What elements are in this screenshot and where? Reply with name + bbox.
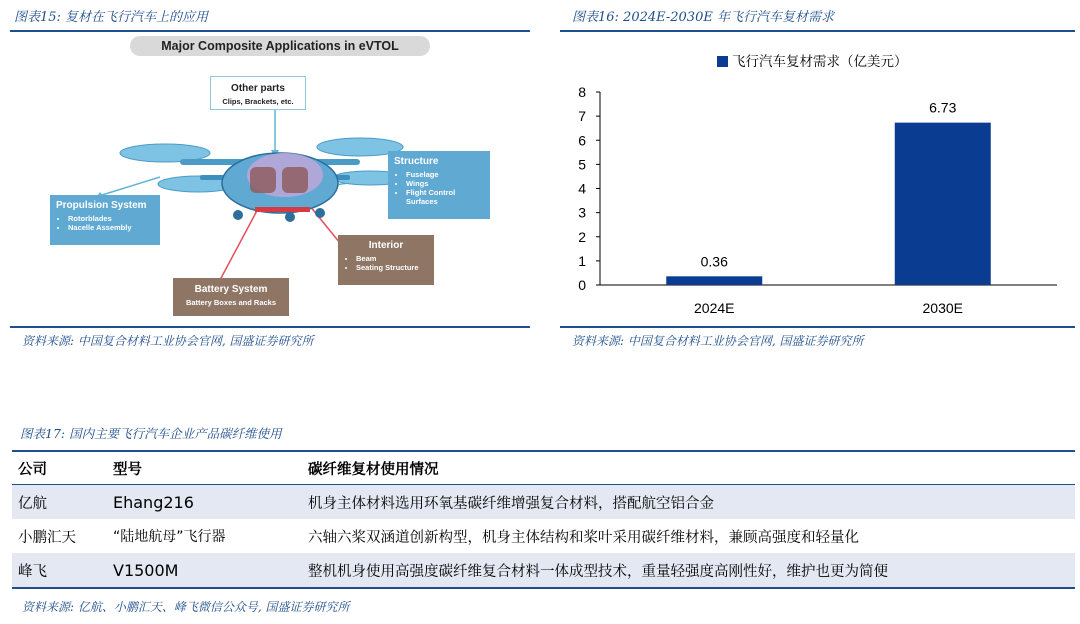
other-parts-subtitle: Clips, Brackets, etc. [222,97,294,106]
bar [895,123,991,285]
cell-company: 小鹏汇天 [18,529,76,546]
battery-title: Battery System [194,284,268,295]
x-tick-label: 2024E [694,300,735,316]
arrow-propulsion [102,177,160,195]
header-usage: 碳纤维复材使用情况 [308,451,1075,485]
structure-title: Structure [394,156,439,167]
cell-usage: 机身主体材料选用环氧基碳纤维增强复合材料，搭配航空铝合金 [308,485,1075,520]
y-tick-label: 4 [578,180,586,197]
header-company: 公司 [12,451,113,485]
bar [666,276,762,285]
legend-label: 飞行汽车复材需求（亿美元） [732,54,908,70]
diagram-header: Major Composite Applications in eVTOL [130,36,430,56]
table-row [12,485,1075,520]
figure-15-rule [10,30,530,32]
y-tick-label: 8 [578,84,586,100]
figure-15-source: 资料来源: 中国复合材料工业协会官网, 国盛证券研究所 [22,334,314,348]
x-tick-label: 2030E [922,300,963,316]
data-label: 0.36 [700,253,728,270]
cell-company: 峰飞 [12,553,113,588]
propulsion-title: Propulsion System [56,200,147,211]
y-tick-label: 1 [578,252,586,269]
interior-title: Interior [368,240,404,251]
header-model: 型号 [113,451,308,485]
interior-callout [338,235,434,285]
propulsion-item: • Nacelle Assembly [68,223,154,232]
structure-item: • Fuselage [406,170,484,179]
propulsion-callout [50,195,160,245]
figure-15-bottom-rule [10,326,530,328]
figure-17-source: 资料来源: 亿航、小鹏汇天、峰飞微信公众号, 国盛证券研究所 [22,600,350,614]
seat-left [250,167,276,193]
y-tick-label: 6 [578,132,586,149]
y-tick-label: 7 [578,108,586,125]
cell-company: 亿航 [12,485,113,520]
figure-16-rule [560,30,1075,32]
battery-pack [255,207,310,212]
interior-item: • Seating Structure [356,263,428,272]
seat-right [282,167,308,193]
carbon-fiber-table [12,450,1075,589]
y-tick-label: 5 [578,156,586,173]
cell-model: Ehang216 [113,485,308,520]
battery-subtitle: Battery Boxes and Racks [185,298,277,307]
table-header-row [12,451,1075,485]
table-row [12,519,1075,553]
y-tick-label: 2 [578,228,586,245]
figure-17-title: 图表17: 国内主要飞行汽车企业产品碳纤维使用 [20,426,282,441]
evtol-diagram [30,35,505,325]
propulsion-item: • Rotorblades [68,214,154,223]
y-tick-label: 3 [578,204,586,221]
data-label: 6.73 [929,99,957,116]
cell-model: V1500M [113,553,308,588]
figure-16-bottom-rule [560,326,1075,328]
cell-model: “陆地航母”飞行器 [113,529,226,545]
y-tick-label: 0 [578,277,586,293]
other-parts-title: Other parts [231,83,285,94]
bar-chart-svg [562,35,1072,325]
figure-16-title: 图表16: 2024E-2030E 年飞行汽车复材需求 [572,10,834,25]
interior-item: • Beam [356,254,428,263]
cell-usage: 整机机身使用高强度碳纤维复合材料一体成型技术，重量轻强度高刚性好，维护也更为简便 [308,553,1075,588]
other-parts-callout [210,76,306,110]
structure-item: • Flight Control Surfaces [406,188,484,206]
figure-16-source: 资料来源: 中国复合材料工业协会官网, 国盛证券研究所 [572,334,864,348]
battery-callout [173,278,289,316]
demand-chart [562,35,1072,325]
table-row [12,553,1075,588]
legend-swatch [717,56,728,67]
figure-15-title: 图表15: 复材在飞行汽车上的应用 [14,10,209,25]
structure-item: • Wings [406,179,484,188]
structure-callout [388,151,490,219]
cell-usage: 六轴六桨双涵道创新构型，机身主体结构和桨叶采用碳纤维材料，兼顾高强度和轻量化 [308,529,859,546]
